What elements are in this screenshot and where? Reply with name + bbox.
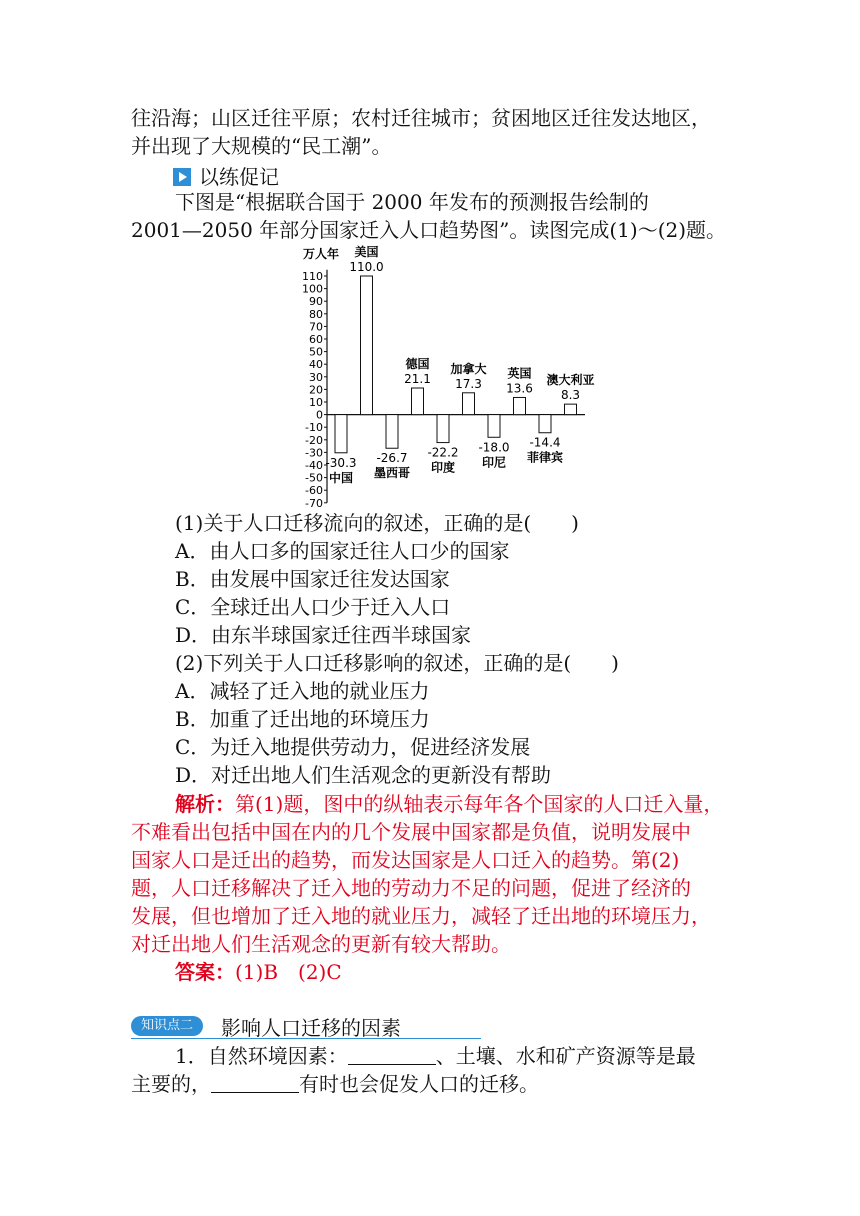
- analysis-line-1: [175, 790, 735, 818]
- value-label: 21.1: [404, 372, 431, 387]
- category-label: 德国: [405, 357, 430, 372]
- category-label: 中国: [328, 470, 354, 485]
- q2-stem: (2)下列关于人口迁移影响的叙述，正确的是( ): [175, 651, 619, 675]
- analysis-line-2: 不难看出包括中国在内的几个发展中国家都是负值，说明发展中: [131, 820, 691, 844]
- bar: [514, 397, 526, 414]
- answer-line: [175, 958, 735, 986]
- knowledge-line-2-a: 主要的，: [131, 1072, 211, 1096]
- value-label: -18.0: [478, 440, 510, 455]
- analysis-line-3: 国家人口是迁出的趋势，而发达国家是人口迁入的趋势。第(2): [131, 848, 680, 872]
- knowledge-line-1: [175, 1042, 735, 1070]
- category-label: 墨西哥: [373, 466, 411, 481]
- y-tick-label: 100: [302, 282, 323, 296]
- category-label: 加拿大: [450, 361, 487, 376]
- y-tick-label: 20: [309, 383, 323, 397]
- value-label: -26.7: [376, 451, 408, 466]
- analysis-line-5: 发展，但也增加了迁入地的就业压力，减轻了迁出地的环境压力，: [131, 904, 711, 928]
- bar: [539, 415, 551, 433]
- play-triangle-icon: [173, 168, 191, 186]
- knowledge-line-2-b: 有时也会促发人口的迁移。: [299, 1072, 539, 1096]
- value-label: 13.6: [506, 381, 533, 396]
- bar: [361, 276, 373, 415]
- q1-option-a: A．由人口多的国家迁往人口少的国家: [175, 539, 510, 563]
- q2-option-c: C．为迁入地提供劳动力，促进经济发展: [175, 735, 531, 759]
- q1-option-c: C．全球迁出人口少于迁入人口: [175, 595, 451, 619]
- analysis-line-4: 题，人口迁移解决了迁入地的劳动力不足的问题，促进了经济的: [131, 876, 691, 900]
- y-tick-label: 0: [316, 408, 323, 422]
- value-label: -14.4: [529, 435, 561, 450]
- practice-heading: [173, 161, 279, 190]
- answer-label: 答案：: [175, 960, 235, 984]
- category-label: 印度: [430, 460, 456, 475]
- y-tick-label: -20: [305, 433, 323, 447]
- blank-1[interactable]: [348, 1046, 436, 1065]
- knowledge-line-2: [131, 1070, 731, 1098]
- knowledge-point-header: [131, 1014, 481, 1039]
- value-label: -30.3: [325, 455, 357, 470]
- q2-option-b: B．加重了迁出地的环境压力: [175, 707, 430, 731]
- y-tick-label: 80: [309, 307, 323, 321]
- y-tick-label: 110: [302, 270, 323, 283]
- y-tick-label: 70: [309, 320, 323, 334]
- q1-stem: (1)关于人口迁移流向的叙述，正确的是( ): [175, 511, 579, 535]
- q2-option-d: D．对迁出地人们生活观念的更新没有帮助: [175, 763, 552, 787]
- intro-line-2: 并出现了大规模的“民工潮”。: [131, 134, 392, 158]
- bar: [335, 415, 347, 453]
- y-tick-label: -50: [305, 471, 323, 485]
- blank-2[interactable]: [211, 1074, 299, 1093]
- value-label: 8.3: [560, 388, 581, 403]
- y-tick-label: -60: [305, 484, 323, 498]
- y-tick-label: -30: [305, 446, 323, 460]
- practice-text-line-1: 下图是“根据联合国于 2000 年发布的预测报告绘制的: [175, 190, 649, 214]
- bar: [565, 404, 577, 414]
- value-label: -22.2: [427, 445, 459, 460]
- knowledge-line-1-a: 1．自然环境因素：: [175, 1044, 348, 1068]
- q1-option-d: D．由东半球国家迁往西半球国家: [175, 623, 472, 647]
- analysis-text-1: 第(1)题，图中的纵轴表示每年各个国家的人口迁入量，: [235, 792, 724, 816]
- answer-value: (1)B (2)C: [235, 960, 342, 984]
- y-tick-label: 30: [309, 370, 323, 384]
- knowledge-line-1-b: 、土壤、水和矿产资源等是最: [435, 1044, 696, 1068]
- bar: [412, 388, 424, 415]
- q1-option-b: B．由发展中国家迁往发达国家: [175, 567, 450, 591]
- y-tick-label: 40: [309, 358, 323, 372]
- y-tick-label: 90: [309, 295, 323, 309]
- practice-text-line-2: 2001—2050 年部分国家迁入人口趋势图”。读图完成(1)～(2)题。: [131, 218, 727, 242]
- category-label: 菲律宾: [526, 450, 564, 465]
- y-tick-label: -40: [305, 459, 323, 472]
- analysis-label: 解析：: [175, 792, 235, 816]
- category-label: 印尼: [481, 455, 507, 470]
- y-axis-label: 万人年: [303, 247, 340, 261]
- migration-bar-chart: [295, 240, 615, 510]
- intro-line-1: 往沿海；山区迁往平原；农村迁往城市；贫困地区迁往发达地区，: [131, 106, 711, 130]
- value-label: 17.3: [455, 376, 482, 391]
- category-label: 美国: [354, 245, 379, 259]
- knowledge-point-badge: 知识点二: [131, 1016, 203, 1036]
- category-label: 澳大利亚: [546, 373, 595, 388]
- bar: [488, 415, 500, 438]
- analysis-line-6: 对迁出地人们生活观念的更新有较大帮助。: [131, 932, 511, 956]
- y-tick-label: 60: [309, 333, 323, 346]
- category-label: 英国: [507, 366, 532, 381]
- y-tick-label: -10: [305, 421, 323, 435]
- value-label: 110.0: [349, 260, 384, 274]
- y-tick-label: -70: [305, 496, 323, 510]
- y-tick-label: 10: [309, 396, 323, 409]
- q2-option-a: A．减轻了迁入地的就业压力: [175, 679, 430, 703]
- bar: [437, 415, 449, 443]
- knowledge-point-title: 影响人口迁移的因素: [221, 1016, 401, 1040]
- practice-heading-label: 以练促记: [199, 165, 279, 189]
- bar: [463, 393, 475, 415]
- bar: [386, 415, 398, 449]
- y-tick-label: 50: [309, 345, 323, 359]
